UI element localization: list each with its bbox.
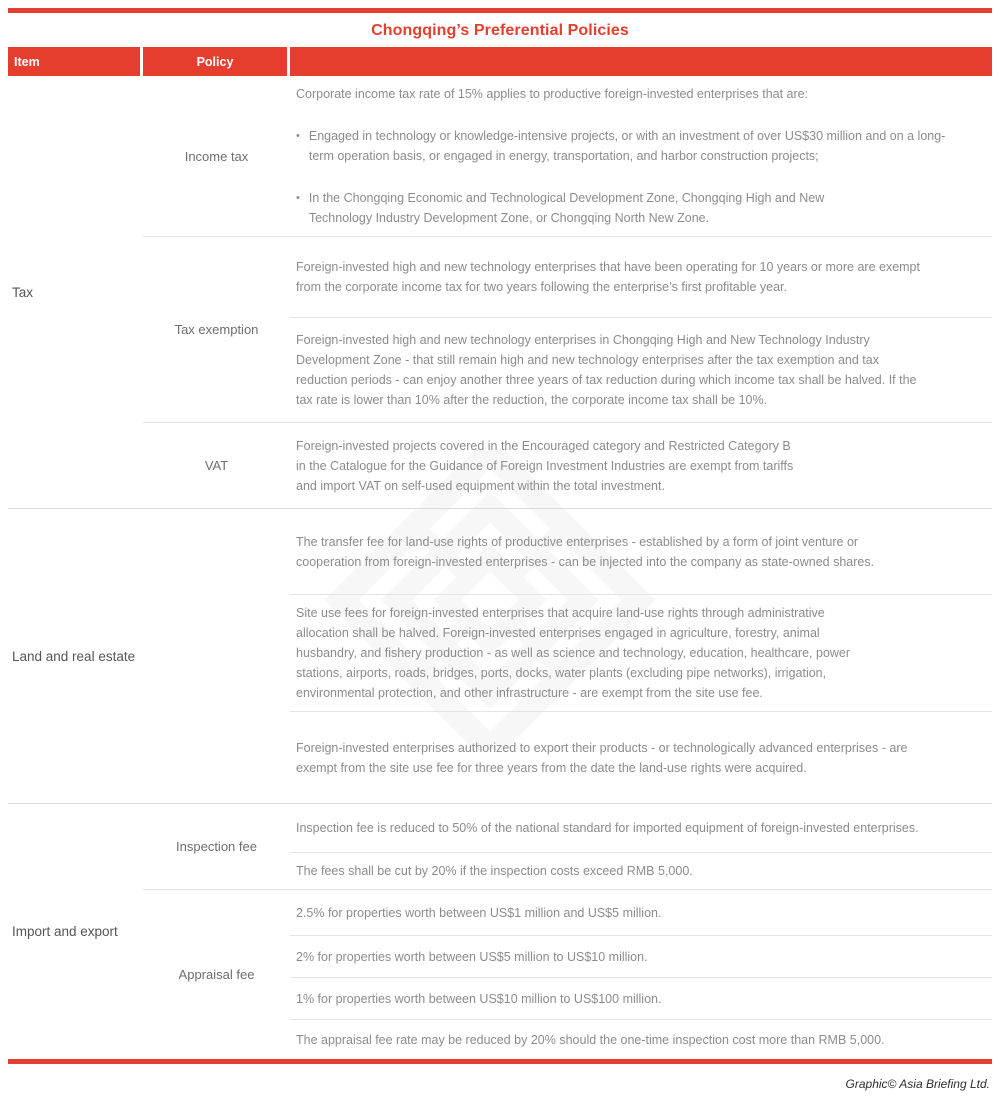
policy-description-block (290, 423, 992, 508)
policy-description-block (290, 935, 992, 977)
policy-label-appraisal-fee: Appraisal fee (178, 967, 255, 982)
column-header-description (290, 47, 992, 76)
description-text: The transfer fee for land-use rights of productive enterprises - established by a form of joint venture or cooperation from foreign-invested enterprises - can be injected into the company as state-owned shares. (296, 534, 875, 569)
bullet-item (296, 188, 976, 228)
description-text: Inspection fee is reduced to 50% of the national standard for imported equipment of foreign-invested enterprises. (296, 821, 919, 835)
table-group-land-and-real-estate (8, 508, 992, 803)
column-header-item: Item (8, 47, 140, 76)
description-text: Foreign-invested projects covered in the Encouraged category and Restricted Category B in the Catalogue for the Guidance of Foreign Investment Industries are exempt from tariffs and import VAT on self-used equipment within the total investment. (296, 438, 794, 493)
policy-row-tax-exemption (143, 236, 992, 422)
description-text: Corporate income tax rate of 15% applies to productive foreign-invested enterprises that are: (296, 87, 809, 101)
description-text: In the Chongqing Economic and Technological Development Zone, Chongqing High and New Technology Industry Development Zone, or Chongqing North New Zone. (308, 191, 825, 225)
policy-description-block (290, 237, 992, 317)
policy-description-block (290, 317, 992, 422)
policy-description-block (290, 1019, 992, 1059)
policy-description-block (290, 852, 992, 889)
policy-description-block (290, 711, 992, 803)
policy-cell (143, 804, 290, 889)
description-text: 2.5% for properties worth between US$1 million and US$5 million. (296, 905, 662, 920)
policy-label-vat: VAT (204, 458, 229, 473)
item-cell (8, 804, 143, 1059)
table-group-tax (8, 76, 992, 508)
top-accent-bar (8, 8, 992, 13)
description-text: Foreign-invested enterprises authorized to export their products - or technologically advanced enterprises - are exempt from the site use fee for three years from the date the land-use rights were acquired. (296, 740, 908, 775)
policy-cell (143, 237, 290, 422)
bullet-icon: • (296, 192, 300, 204)
policy-description-block (290, 594, 992, 711)
policy-label-income-tax: Income tax (184, 148, 249, 164)
description-text: The appraisal fee rate may be reduced by 20% should the one-time inspection cost more than RMB 5,000. (296, 1032, 885, 1047)
table-header-row (8, 47, 992, 76)
description-text: 2% for properties worth between US$5 million to US$10 million. (296, 949, 648, 964)
description-text: Foreign-invested high and new technology enterprises in Chongqing High and New Technology Industry Development Zone - that still remain high and new technology enterprises after the tax exemption and tax reduction periods - can enjoy another three years of tax reduction during which income tax shall be halved. If the tax rate is lower than 10% after the reduction, the corporate income tax shall be 10%. (296, 333, 917, 407)
item-label-land: Land and real estate (12, 648, 136, 664)
bullet-icon: • (296, 130, 300, 142)
item-label-import-export: Import and export (12, 924, 118, 939)
description-text: Site use fees for foreign-invested enterprises that acquire land-use rights through administrative allocation shall be halved. Foreign-invested enterprises engaged in agriculture, forestry, animal husbandry, and fishery production - as well as science and technology, education, healthcare, power stations, airports, roads, bridges, ports, docks, water plants (excluding pipe networks), irrigation, environmental protection, and other infrastructure - are exempt from the site use fee. (296, 606, 851, 700)
item-cell (8, 509, 143, 803)
policy-cell (143, 76, 290, 236)
bullet-item (296, 126, 976, 166)
policy-description-block (290, 890, 992, 935)
policy-row-income-tax (143, 76, 992, 236)
policy-description-block (290, 977, 992, 1019)
column-header-policy: Policy (143, 47, 287, 76)
description-text: The fees shall be cut by 20% if the inspection costs exceed RMB 5,000. (296, 864, 693, 878)
page-title: Chongqing’s Preferential Policies (371, 22, 629, 39)
credit-text: Graphic© Asia Briefing Ltd. (845, 1077, 990, 1091)
item-label-tax: Tax (12, 284, 34, 300)
policy-row-appraisal-fee (143, 889, 992, 1059)
policy-cell (143, 423, 290, 508)
policy-cell (143, 509, 290, 803)
item-cell (8, 76, 143, 508)
description-text: Engaged in technology or knowledge-intensive projects, or with an investment of over US$30 million and on a long-term operation basis, or engaged in energy, transportation, and harbor construction projects; (308, 129, 946, 163)
policy-label-tax-exemption: Tax exemption (174, 322, 259, 337)
policy-row-vat (143, 422, 992, 508)
table-group-import-and-export (8, 803, 992, 1059)
policy-row-land (143, 509, 992, 803)
policy-cell (143, 890, 290, 1059)
description-text: 1% for properties worth between US$10 million to US$100 million. (296, 991, 662, 1006)
policy-description-block (290, 76, 992, 236)
policy-description-block (290, 509, 992, 594)
policy-description-block (290, 804, 992, 852)
description-text: Foreign-invested high and new technology enterprises that have been operating for 10 years or more are exempt from the corporate income tax for two years following the enterprise’s first profitable year. (296, 260, 920, 294)
policy-row-inspection-fee (143, 804, 992, 889)
policy-label-inspection-fee: Inspection fee (176, 839, 257, 854)
